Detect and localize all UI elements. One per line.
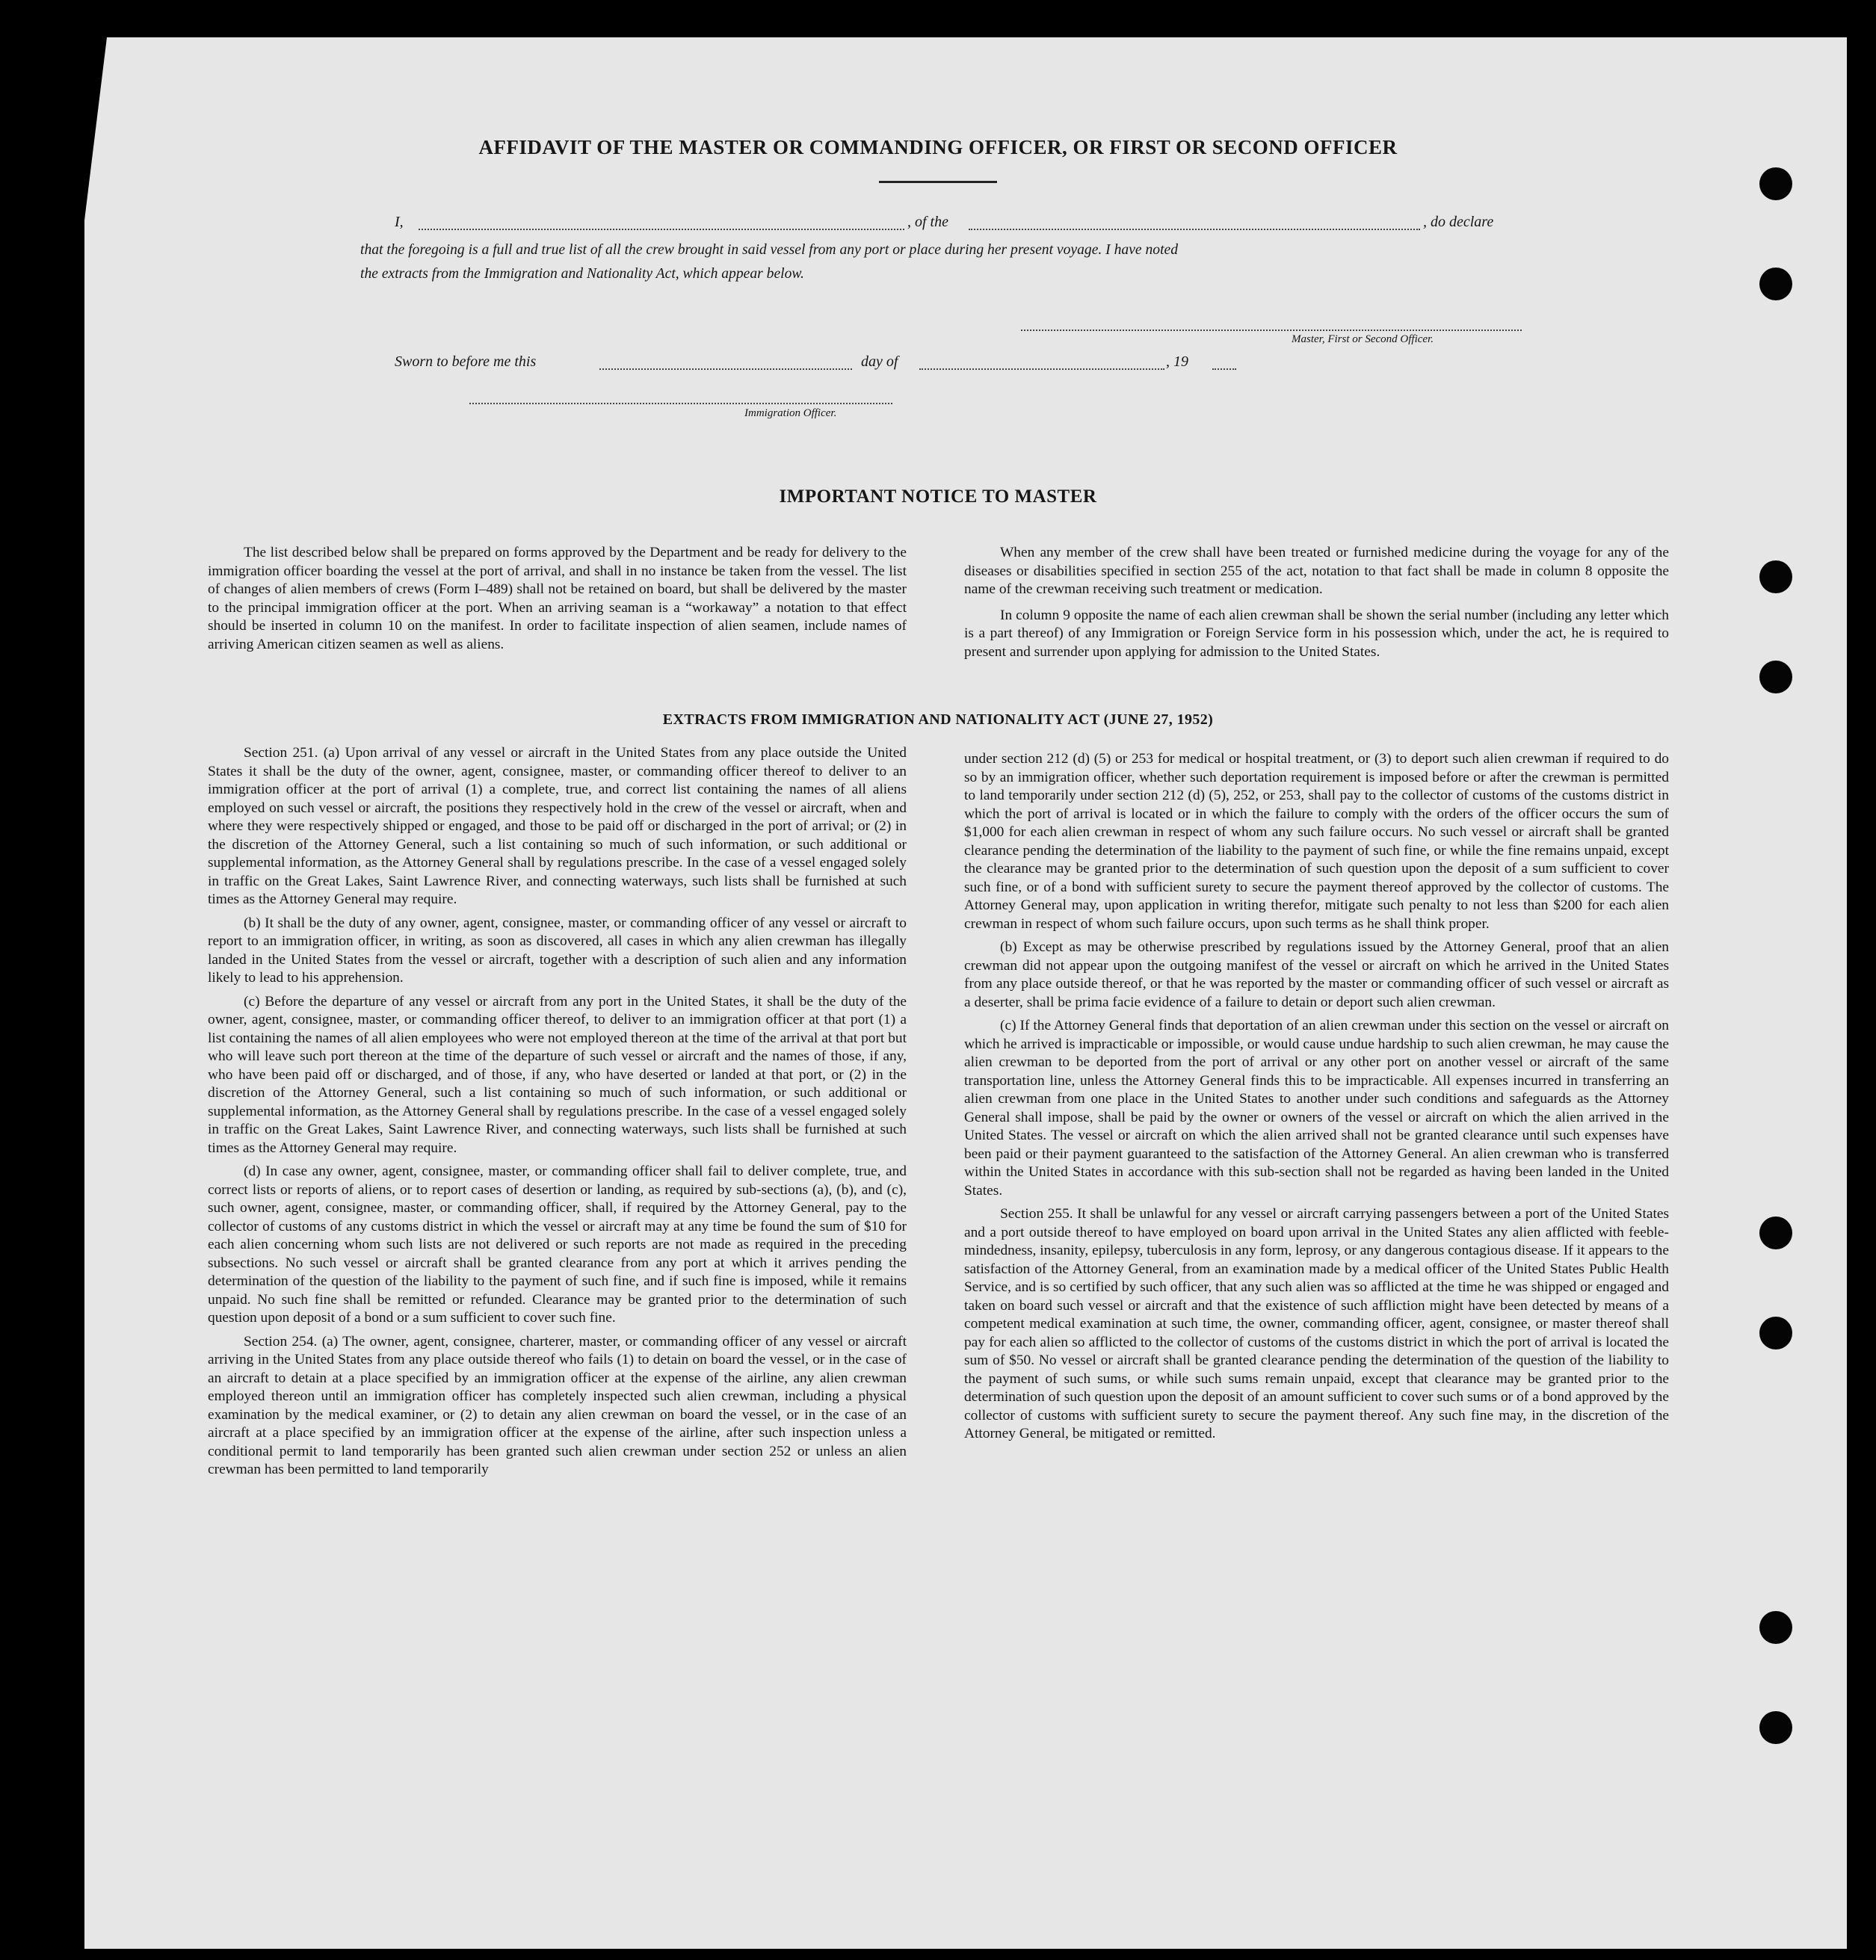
affidavit-of-the-label: , of the bbox=[907, 214, 948, 230]
punch-hole-3 bbox=[1759, 560, 1792, 593]
section-254-c: (c) If the Attorney General finds that deportation of an alien crewman under this section on the vessel or aircraft on which he arrived is impracticable or impossible, or would cause undue hardship to such alien crewman, he may cause the alien crewman to be deported from the port of arrival or any other port on another vessel or aircraft of the same transportation line, unless the Attorney General finds this to be impracticable. All expenses incurred in transferring an alien crewman from one place in the United States to another under such conditions and safeguards as the Attorney General shall impose, shall be paid by the owner or owners of the vessel or aircraft on which the alien arrived in the United States. The vessel or aircraft on which the alien arrived shall not be granted clearance until such expenses have been paid or their payment guaranteed to the satisfaction of the Attorney General. An alien crewman who is transferred within the United States in accordance with this sub-section shall not be regarded as having been landed in the United States. bbox=[964, 1018, 1669, 1199]
master-signature-line[interactable] bbox=[1021, 330, 1522, 331]
section-254-b: (b) Except as may be otherwise prescribed by regulations issued by the Attorney General, proof that an alien crewman did not appear upon the outgoing manifest of the vessel or aircraft on which he arrived in the United States from any place outside thereof, or that he was reported by the master or commanding officer of such vessel or aircraft as a deserter, shall be prima facie evidence of a failure to detain or deport such alien crewman. bbox=[964, 939, 1669, 1010]
punch-hole-1 bbox=[1759, 167, 1792, 200]
extracts-title: EXTRACTS FROM IMMIGRATION AND NATIONALITY ACT (JUNE 27, 1952) bbox=[662, 711, 1214, 728]
section-251-c: (c) Before the departure of any vessel or aircraft from any port in the United States, it shall be the duty of the owner, agent, consignee, master, or commanding officer thereof, to deliver to an immigration officer at that port (1) a list containing the names of all alien employees who were not employed thereon at the time of the arrival at that port but who will leave such port thereon at the time of the departure of such vessel or aircraft and the names of those, if any, who have been paid off or discharged, and of those, if any, who have deserted or landed at that port, or (2) in the discretion of the Attorney General, such a list containing so much of such information, or such additional or supplemental information, as the Attorney General shall by regulations prescribe. In the case of a vessel engaged solely in traffic on the Great Lakes, Saint Lawrence River, and connecting waterways, such lists shall be furnished at such times as the Attorney General may require. bbox=[208, 993, 907, 1156]
sworn-label: Sworn to before me this bbox=[395, 353, 537, 370]
punch-hole-8 bbox=[1759, 1711, 1792, 1744]
notice-right-paragraph-2: In column 9 opposite the name of each alien crewman shall be shown the serial number (including any letter which is a part thereof) of any Immigration or Foreign Service form in his possession which, under the act, he is required to present and surrender upon applying for admission to the United States. bbox=[964, 607, 1669, 660]
affidavit-title: AFFIDAVIT OF THE MASTER OR COMMANDING OFFICER, OR FIRST OR SECOND OFFICER bbox=[478, 136, 1398, 158]
notice-left-column bbox=[208, 544, 907, 654]
extracts-right-column bbox=[964, 750, 1669, 1444]
punch-hole-2 bbox=[1759, 268, 1792, 300]
notice-right-paragraph-1: When any member of the crew shall have been treated or furnished medicine during the voyage for any of the diseases or disabilities specified in section 255 of the act, notation to that fact shall be made in column 8 opposite the name of the crewman receiving such treatment or medication. bbox=[964, 545, 1669, 597]
section-255: Section 255. It shall be unlawful for any vessel or aircraft carrying passengers between a port of the United States and a port outside thereof to have employed on board upon arrival in the United States any alien afflicted with feeble-mindedness, insanity, epilepsy, tuberculosis in any form, leprosy, or any dangerous contagious disease. If it appears to the satisfaction of the Attorney General, from an examination made by a medical officer of the United States Public Health Service, and is so certified by such officer, that any such alien was so afflicted at the time he was shipped or engaged and taken on board such vessel or aircraft and that the existence of such affliction might have been detected by means of a competent medical examination at such time, the owner, commanding officer, agent, consignee, or master thereof shall pay for each alien so afflicted to the collector of customs of the customs district in which the port of arrival is located the sum of $50. No vessel or aircraft shall be granted clearance pending the determination of the question of the liability to the payment of such sums, or while such sums remain unpaid, except that clearance may be granted prior to the determination of such question upon the deposit of an amount sufficient to cover such sums or of a bond approved by the collector of customs with sufficient surety to secure the payment thereof. Any such fine may, in the discretion of the Attorney General, be mitigated or remitted. bbox=[964, 1206, 1669, 1441]
sworn-month-blank[interactable] bbox=[919, 368, 1164, 370]
punch-hole-5 bbox=[1759, 1217, 1792, 1249]
section-254-a: Section 254. (a) The owner, agent, consignee, charterer, master, or commanding officer of any vessel or aircraft arriving in the United States from any place outside thereof who fails (1) to detain on board the vessel, or in the case of an aircraft to detain at a place specified by an immigration officer at the expense of the airline, any alien crewman employed thereon until an immigration officer has completely inspected such alien crewman, including a physical examination by the medical examiner, or (2) to detain any alien crewman on board the vessel, or in the case of an aircraft at a place specified by an immigration officer at the expense of the airline, after such inspection unless a conditional permit to land temporarily has been granted such alien crewman under section 252 or unless an alien crewman has been permitted to land temporarily bbox=[208, 1333, 907, 1477]
affidavit-statement-line-1: that the foregoing is a full and true list of all the crew brought in said vessel from any port or place during her present voyage. I have noted bbox=[360, 242, 1179, 258]
extracts-left-column bbox=[208, 744, 907, 1480]
punch-hole-7 bbox=[1759, 1611, 1792, 1644]
notice-left-paragraph: The list described below shall be prepared on forms approved by the Department and be ready for delivery to the immigration officer boarding the vessel at the port of arrival, and shall in no instance be taken from the vessel. The list of changes of alien members of crews (Form I–489) shall not be retained on board, but shall be delivered by the master to the principal immigration officer at the port. When an arriving seaman is a “workaway” a notation to that effect should be inserted in column 10 on the manifest. In order to facilitate inspection of alien seamen, include names of arriving American citizen seamen as well as aliens. bbox=[208, 545, 907, 652]
vessel-blank-line[interactable] bbox=[969, 229, 1420, 230]
sworn-day-blank[interactable] bbox=[599, 368, 852, 370]
affidavit-i-label: I, bbox=[395, 214, 404, 230]
affidavit-declare-label: , do declare bbox=[1423, 214, 1494, 230]
section-254-a-continued: under section 212 (d) (5) or 253 for medical or hospital treatment, or (3) to deport such alien crewman if required to do so by an immigration officer, whether such deportation requirement is imposed before or after the crewman is permitted to land temporarily under section 212 (d) (5), 252, or 253, shall pay to the collector of customs of the customs district in which the port of arrival is located or in which the failure to comply with the orders of the officer occurs the sum of $1,000 for each alien crewman in respect of whom any such failure occurs. No such vessel or aircraft shall be granted clearance pending the determination of the liability to the payment of such fine, or while the fine remains unpaid, except the clearance may be granted prior to the determination of such question upon the deposit of a sum sufficient to cover such fine, or of a bond with sufficient surety to secure the payment thereof approved by the collector of customs. The Attorney General may, upon application in writing therefor, mitigate such penalty to not less than $200 for each alien crewman in respect of whom such failure occurs, upon such terms as he shall think proper. bbox=[964, 751, 1669, 932]
section-251-a: Section 251. (a) Upon arrival of any vessel or aircraft in the United States from any place outside the United States it shall be the duty of the owner, agent, consignee, master, or commanding officer thereof to deliver to an immigration officer at the port of arrival (1) a complete, true, and correct list containing the names of all aliens employed on such vessel or aircraft, the positions they respectively hold in the crew of the vessel or aircraft, when and where they were respectively shipped or engaged, and those to be paid off or discharged in the port of arrival; or (2) in the discretion of the Attorney General, such a list containing so much of such information, or such additional or supplemental information, as the Attorney General shall by regulations prescribe. In the case of a vessel engaged solely in traffic on the Great Lakes, Saint Lawrence River, and connecting waterways, such lists shall be furnished at such times as the Attorney General may require. bbox=[208, 745, 907, 907]
immigration-officer-caption: Immigration Officer. bbox=[744, 407, 837, 419]
master-signature-caption: Master, First or Second Officer. bbox=[1292, 333, 1434, 345]
day-of-label: day of bbox=[861, 353, 898, 370]
affidavit-statement-line-2: the extracts from the Immigration and Nationality Act, which appear below. bbox=[360, 266, 804, 282]
notice-title: IMPORTANT NOTICE TO MASTER bbox=[779, 486, 1097, 507]
title-divider bbox=[879, 181, 997, 183]
year-prefix-label: , 19 bbox=[1166, 353, 1188, 370]
notice-right-column bbox=[964, 544, 1669, 661]
name-blank-line[interactable] bbox=[419, 229, 904, 230]
section-251-b: (b) It shall be the duty of any owner, agent, consignee, master, or commanding officer of any vessel or aircraft to report to an immigration officer, in writing, as soon as discovered, all cases in which any alien crewman has illegally landed in the United States from the vessel or aircraft, together with a description of such alien and any information likely to lead to his apprehension. bbox=[208, 915, 907, 986]
immigration-officer-signature-line[interactable] bbox=[469, 403, 892, 404]
sworn-year-blank[interactable] bbox=[1212, 368, 1236, 370]
punch-hole-4 bbox=[1759, 661, 1792, 693]
punch-hole-6 bbox=[1759, 1317, 1792, 1350]
section-251-d: (d) In case any owner, agent, consignee, master, or commanding officer shall fail to deliver complete, true, and correct lists or reports of aliens, or to report cases of desertion or landing, as required by sub-sections (a), (b), and (c), such owner, agent, consignee, master, or commanding officer, shall, if required by the Attorney General, pay to the collector of customs of any customs district in which the vessel or aircraft may at any time be found the sum of $10 for each alien concerning whom such lists are not delivered or such reports are not made as required in the preceding subsections. No such vessel or aircraft shall be granted clearance from any port at which it arrives pending the determination of the question of the liability to the payment of such fine, and if such fine is imposed, while it remains unpaid. No such fine shall be remitted or refunded. Clearance may be granted prior to the determination of such question upon deposit of a bond or a sum sufficient to cover such fine. bbox=[208, 1163, 907, 1326]
